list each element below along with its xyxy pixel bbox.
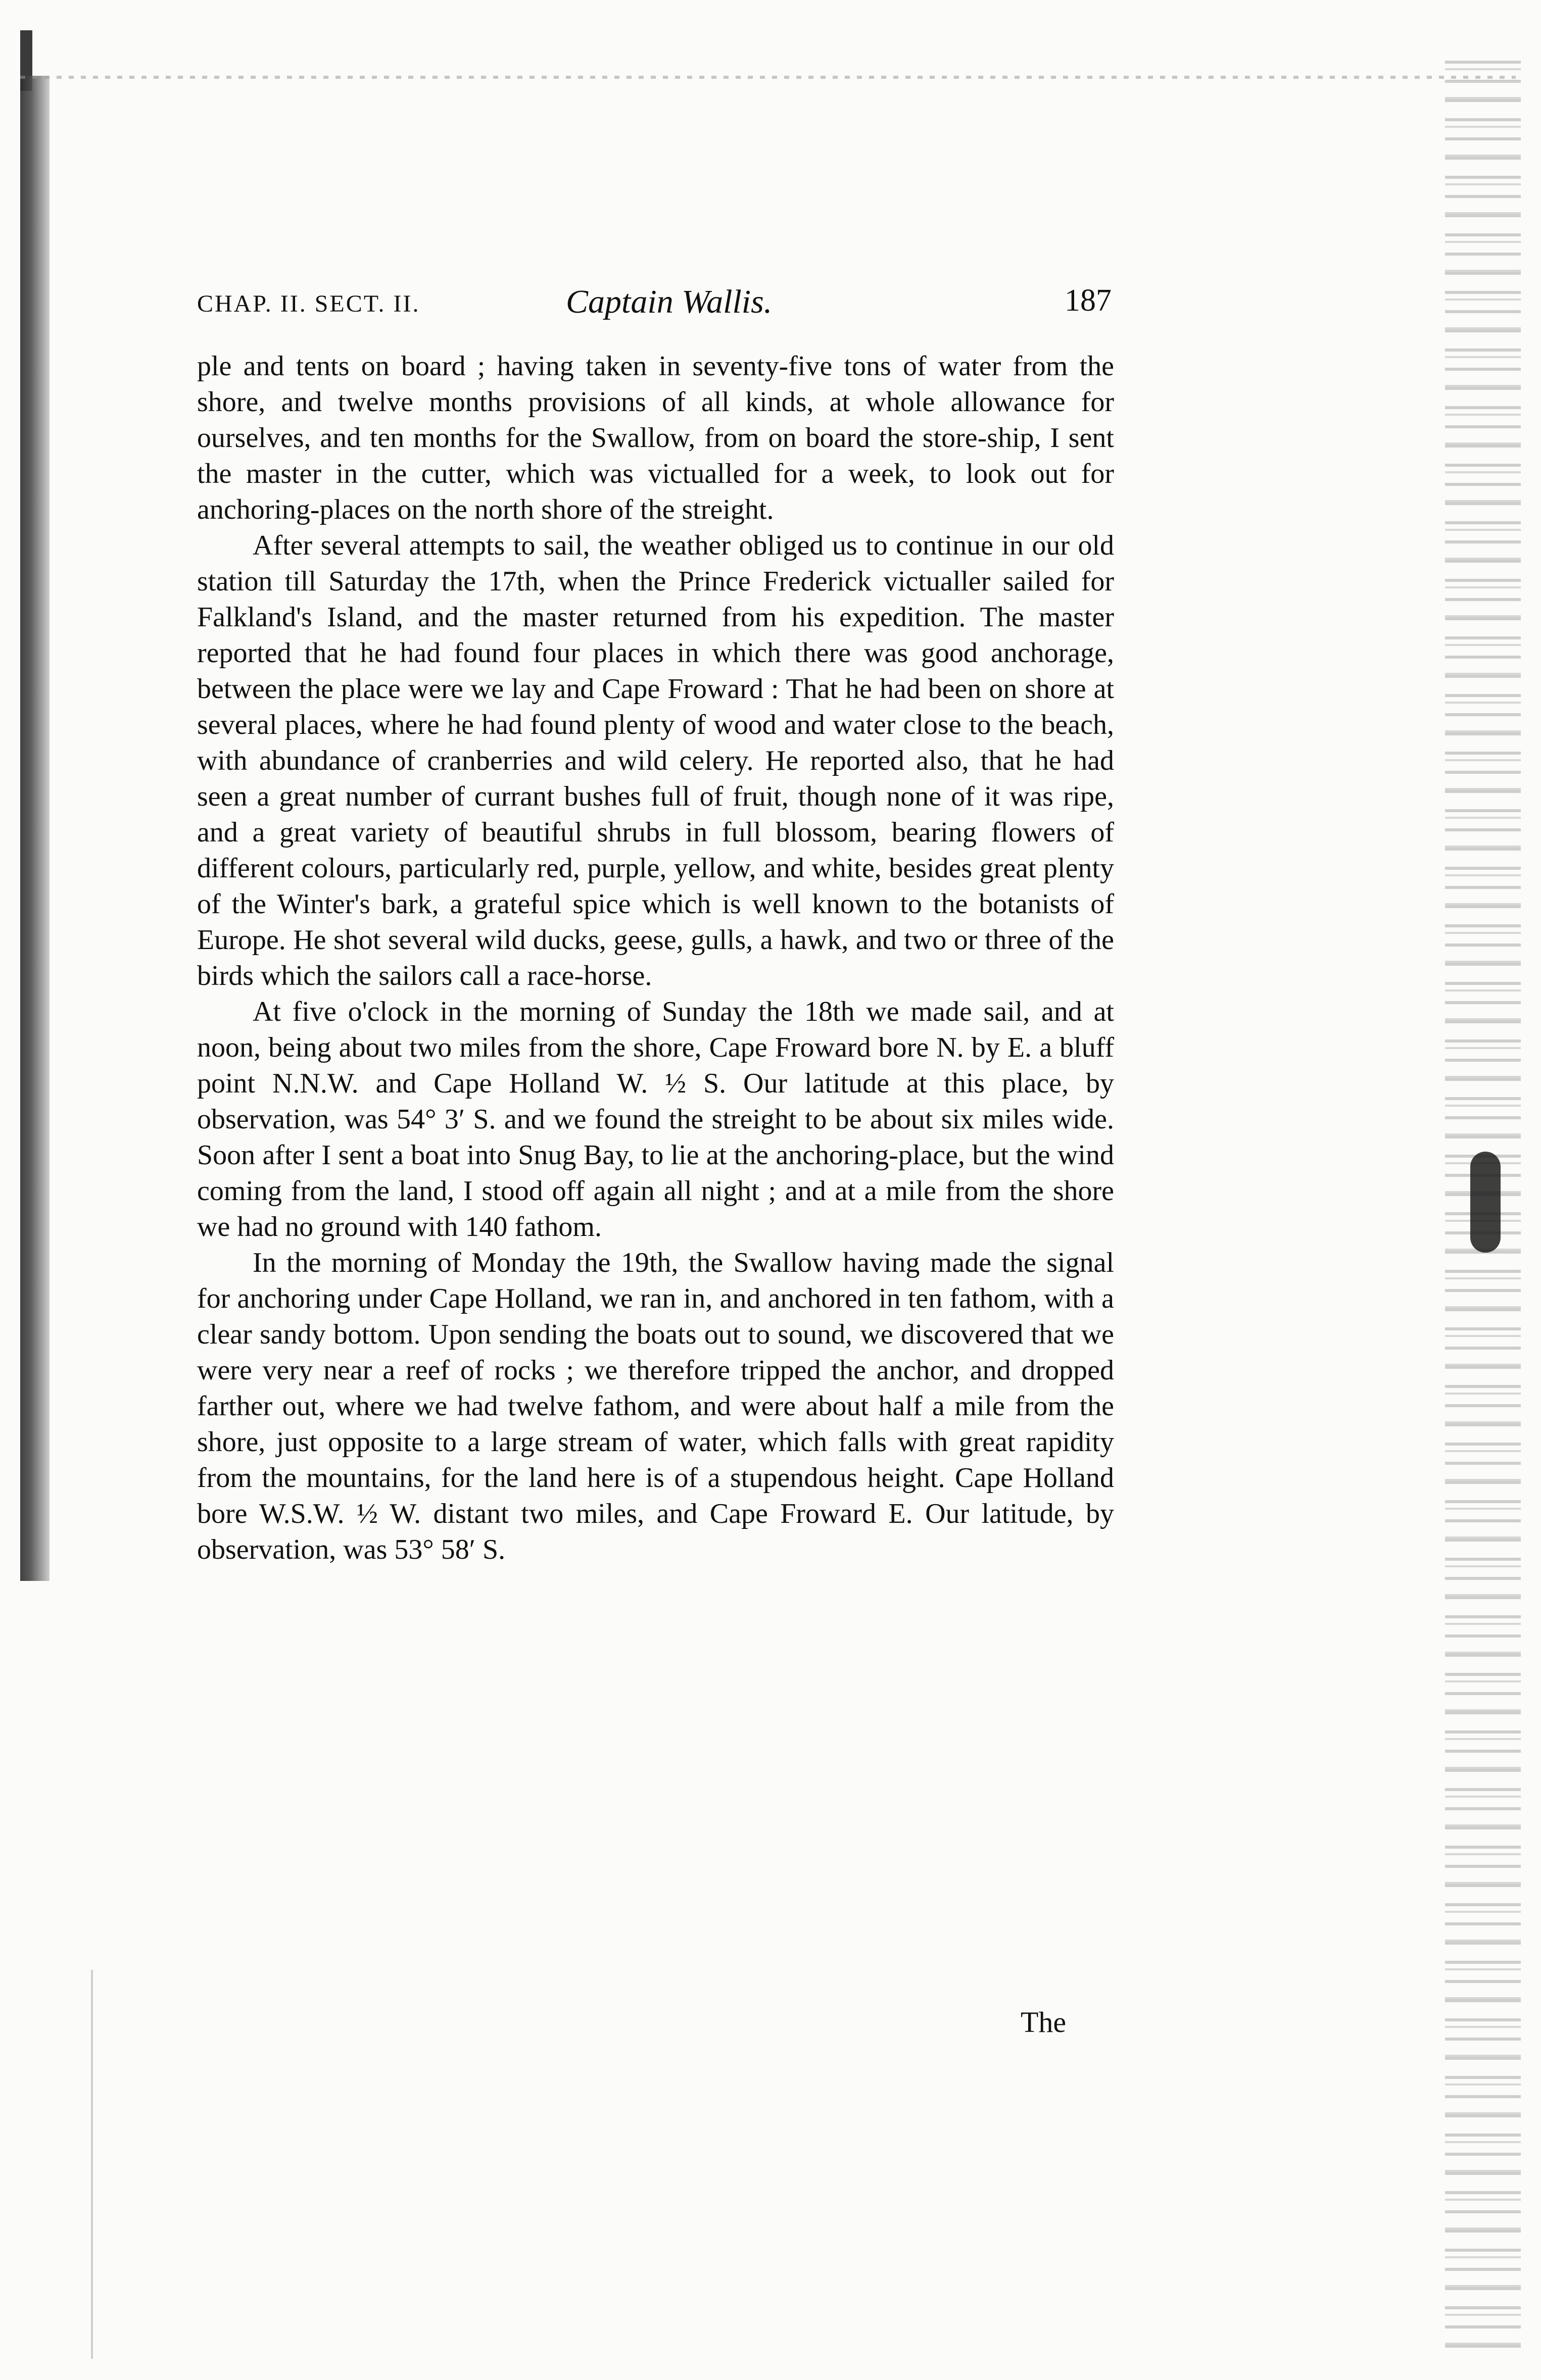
paragraph-2: After several attempts to sail, the weather obliged us to continue in our old station till Saturday the 17th, when the Prince Frederick victualler sailed for Falkland's Island, and the master returned from his expedition. The master reported that he had found four places in which there was good anchorage, between the place were we lay and Cape Froward : That he had been on shore at several places, where he had found plenty of wood and water close to the beach, with abundance of cranberries and wild celery. He reported also, that he had seen a great number of currant bushes full of fruit, though none of it was ripe, and a great variety of beautiful shrubs in full blossom, bearing flowers of different colours, particularly red, purple, yellow, and white, besides great plenty of the Winter's bark, a grateful spice which is well known to the botanists of Europe. He shot several wild ducks, geese, gulls, a hawk, and two or three of the birds which the sailors call a race-horse. <box>197 530 1114 991</box>
page-number: 187 <box>1065 283 1112 318</box>
body-text <box>197 349 1114 1568</box>
page-header <box>197 283 1112 328</box>
running-head: CHAP. II. SECT. II. <box>197 290 420 317</box>
scan-ink-blot <box>1470 1152 1501 1253</box>
paragraph-4: In the morning of Monday the 19th, the Swallow having made the signal for anchoring under Cape Holland, we ran in, and anchored in ten fathom, with a clear sandy bottom. Upon sending the boats out to sound, we discovered that we were very near a reef of rocks ; we therefore tripped the anchor, and dropped farther out, where we had twelve fathom, and were about half a mile from the shore, just opposite to a large stream of water, which falls with great rapidity from the mountains, for the land here is of a stupendous height. Cape Holland bore W.S.W. ½ W. distant two miles, and Cape Froward E. Our latitude, by observation, was 53° 58′ S. <box>197 1247 1114 1565</box>
page-title: Captain Wallis. <box>566 283 773 320</box>
paragraph-3: At five o'clock in the morning of Sunday the 18th we made sail, and at noon, being about two miles from the shore, Cape Froward bore N. by E. a bluff point N.N.W. and Cape Holland W. ½ S. Our latitude at this place, by observation, was 54° 3′ S. and we found the streight to be about six miles wide. Soon after I sent a boat into Snug Bay, to lie at the anchoring-place, but the wind coming from the land, I stood off again all night ; and at a mile from the shore we had no ground with 140 fathom. <box>197 996 1114 1243</box>
paragraph-1: ple and tents on board ; having taken in seventy-five tons of water from the shore, and twelve months provisions of all kinds, at whole allowance for ourselves, and ten months for the Swallow, from on board the store-ship, I sent the master in the cutter, which was victualled for a week, to look out for anchoring-places on the north shore of the streight. <box>197 351 1114 525</box>
scan-gutter-shadow <box>20 76 50 1581</box>
scan-top-edge <box>20 76 1516 79</box>
scan-fold-line <box>91 1970 93 2359</box>
catchword: The <box>1021 2006 1067 2039</box>
